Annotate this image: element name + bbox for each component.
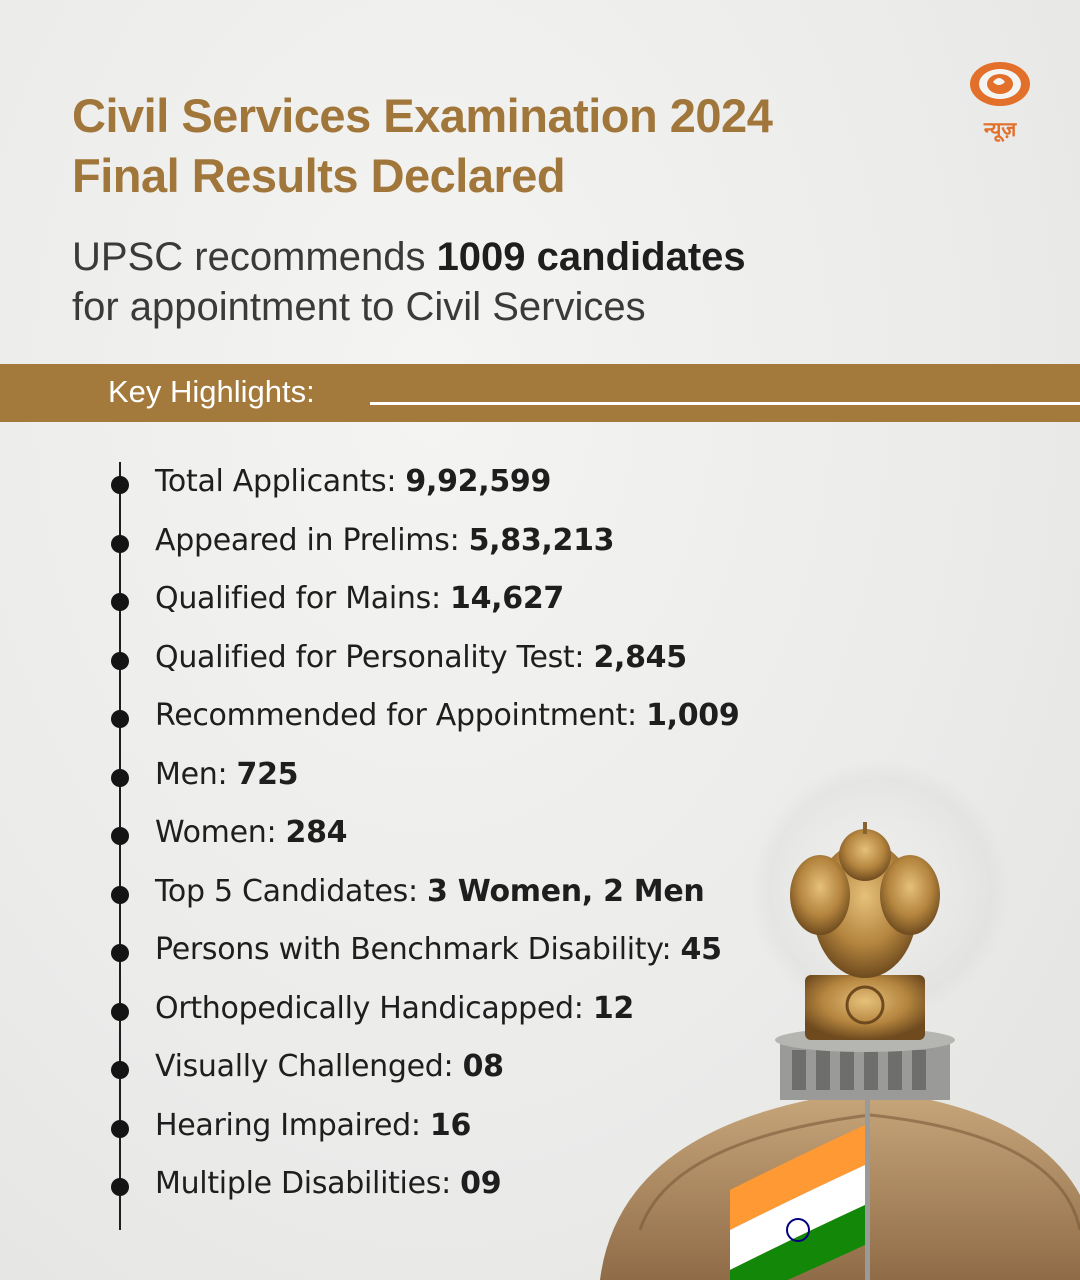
item-label: Orthopedically Handicapped: [155,991,593,1026]
bullet-icon [111,944,129,962]
bullet-icon [111,1120,129,1138]
logo-text: न्यूज़ [983,117,1017,141]
item-value: 1,009 [646,698,740,733]
subtitle-prefix: UPSC recommends [72,235,437,279]
list-item [0,686,820,744]
page-title [72,86,772,206]
list-item [0,628,820,686]
item-value: 45 [680,932,722,967]
item-label: Women: [155,815,286,850]
key-highlights-band [0,364,1080,422]
item-label: Qualified for Personality Test: [155,640,594,675]
bullet-icon [111,769,129,787]
bullet-icon [111,1061,129,1079]
item-value: 2,845 [593,640,687,675]
item-label: Hearing Impaired: [155,1108,430,1143]
item-value: 284 [285,815,348,850]
item-label: Top 5 Candidates: [155,874,428,909]
item-value: 12 [592,991,634,1026]
item-label: Multiple Disabilities: [155,1166,461,1201]
bullet-icon [111,1178,129,1196]
bullet-icon [111,886,129,904]
item-value: 9,92,599 [405,464,552,499]
item-value: 5,83,213 [468,523,615,558]
title-line-1: Civil Services Examination 2024 [72,89,773,142]
bullet-icon [111,476,129,494]
item-value: 14,627 [450,581,564,616]
item-value: 08 [462,1049,504,1084]
list-item [0,569,820,627]
bullet-icon [111,652,129,670]
subtitle-highlight: 1009 candidates [436,235,746,279]
subtitle-line-2: for appointment to Civil Services [72,285,646,329]
item-label: Recommended for Appointment: [155,698,647,733]
dd-news-logo-icon [955,58,1045,148]
bullet-icon [111,1003,129,1021]
title-line-2: Final Results Declared [72,149,566,202]
item-value: 3 Women, 2 Men [427,874,705,909]
list-item [0,452,820,510]
item-value: 09 [460,1166,502,1201]
list-item [0,511,820,569]
band-divider [370,402,1080,405]
emblem-building-illustration [580,760,1080,1280]
bullet-icon [111,827,129,845]
bullet-icon [111,710,129,728]
bullet-icon [111,535,129,553]
item-label: Appeared in Prelims: [155,523,469,558]
bullet-icon [111,593,129,611]
item-value: 16 [429,1108,472,1143]
item-label: Visually Challenged: [155,1049,463,1084]
section-label: Key Highlights: [108,374,315,409]
item-label: Qualified for Mains: [155,581,450,616]
item-label: Men: [155,757,237,792]
item-label: Persons with Benchmark Disability: [155,932,681,967]
item-label: Total Applicants: [155,464,406,499]
subtitle [72,232,746,332]
item-value: 725 [236,757,299,792]
